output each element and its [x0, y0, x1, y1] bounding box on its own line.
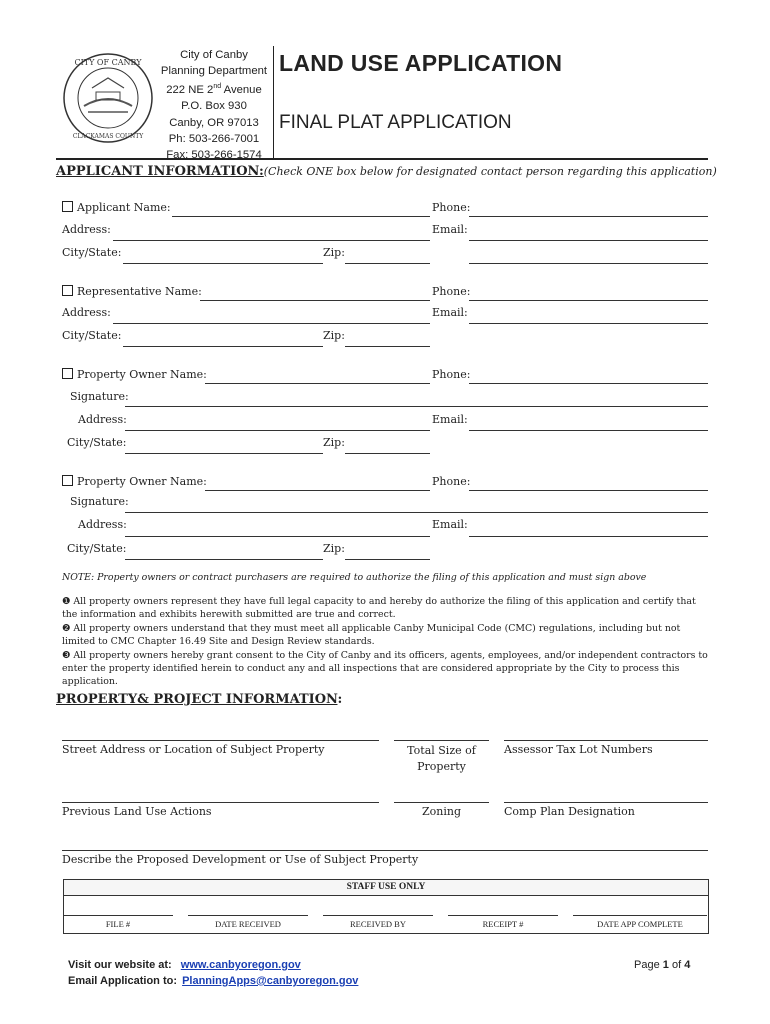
- applicant-citystate-field[interactable]: [123, 263, 323, 264]
- owner2-phone-label: Phone:: [432, 475, 471, 488]
- applicant-name-field[interactable]: [172, 216, 430, 217]
- representative-name-label[interactable]: Representative Name:: [62, 285, 202, 298]
- representative-address-field[interactable]: [113, 323, 430, 324]
- representative-citystate-label: City/State:: [62, 329, 122, 342]
- owner1-phone-label: Phone:: [432, 368, 471, 381]
- svg-text:CLACKAMAS COUNTY: CLACKAMAS COUNTY: [72, 133, 144, 140]
- applicant-address-label: Address:: [62, 223, 111, 236]
- org-phone: Ph: 503-266-7001: [168, 132, 260, 145]
- applicant-address-field[interactable]: [113, 240, 430, 241]
- page-subtitle: FINAL PLAT APPLICATION: [279, 112, 512, 133]
- org-city: City of Canby: [180, 49, 248, 61]
- representative-checkbox[interactable]: [62, 285, 73, 296]
- owner1-zip-label: Zip:: [323, 436, 345, 449]
- header-rule: [56, 158, 708, 160]
- describe-field[interactable]: [62, 850, 708, 851]
- owner1-phone-field[interactable]: [469, 383, 708, 384]
- org-department: Planning Department: [160, 65, 268, 78]
- owner2-email-label: Email:: [432, 518, 468, 531]
- total-size-label: Total Size of Property: [407, 744, 476, 773]
- owner1-signature-field[interactable]: [125, 406, 708, 407]
- zoning-field[interactable]: [394, 802, 489, 803]
- staff-received-by-field[interactable]: [323, 915, 433, 916]
- representative-citystate-field[interactable]: [123, 346, 323, 347]
- representative-address-label: Address:: [62, 306, 111, 319]
- owner2-zip-field[interactable]: [345, 559, 430, 560]
- footer-website-row: [68, 959, 301, 971]
- consent-item-2: ❷ All property owners understand that they must meet all applicable Canby Municipal Code (CMC) regulations, including but not limited to CMC Chapter 16.49 Site and Design Review standards.: [62, 622, 681, 648]
- applicant-citystate-label: City/State:: [62, 246, 122, 259]
- previous-actions-field[interactable]: [62, 802, 379, 803]
- owner2-citystate-label: City/State:: [67, 542, 127, 555]
- footer-email-row: [68, 975, 358, 987]
- zoning-label: Zoning: [422, 805, 461, 818]
- org-pobox: P.O. Box 930: [181, 100, 247, 113]
- email-link[interactable]: PlanningApps@canbyoregon.gov: [182, 975, 359, 987]
- consent-statements: [62, 595, 712, 689]
- owner1-email-field[interactable]: [469, 430, 708, 431]
- applicant-email-label: Email:: [432, 223, 468, 236]
- staff-received-by-label: RECEIVED BY: [350, 919, 406, 929]
- staff-use-header: STAFF USE ONLY: [64, 880, 708, 896]
- applicant-extra-field[interactable]: [469, 263, 708, 264]
- org-fax: Fax: 503-266-1574: [166, 148, 262, 161]
- applicant-heading: APPLICANT INFORMATION:: [56, 164, 264, 179]
- org-address-block: [155, 47, 273, 163]
- owner2-name-field[interactable]: [205, 490, 430, 491]
- comp-plan-label: Comp Plan Designation: [504, 805, 635, 818]
- owner1-email-label: Email:: [432, 413, 468, 426]
- owner2-address-field[interactable]: [125, 536, 430, 537]
- staff-date-received-label: DATE RECEIVED: [215, 919, 281, 929]
- comp-plan-field[interactable]: [504, 802, 708, 803]
- representative-phone-label: Phone:: [432, 285, 471, 298]
- consent-item-3: ❸ All property owners hereby grant consent to the City of Canby and its officers, agents, employees, and/or independent contractors to enter the property identified herein to conduct any and all inspections that are considered appropriate by the City to process this application.: [62, 649, 708, 688]
- staff-receipt-label: RECEIPT #: [482, 919, 524, 929]
- applicant-zip-label: Zip:: [323, 246, 345, 259]
- tax-lot-label: Assessor Tax Lot Numbers: [504, 743, 653, 756]
- property-heading-row: PROPERTY& PROJECT INFORMATION:: [56, 692, 343, 707]
- owner1-zip-field[interactable]: [345, 453, 430, 454]
- owner1-name-field[interactable]: [205, 383, 430, 384]
- applicant-phone-field[interactable]: [469, 216, 708, 217]
- owner2-checkbox[interactable]: [62, 475, 73, 486]
- owner1-citystate-field[interactable]: [125, 453, 323, 454]
- owner2-signature-field[interactable]: [125, 512, 708, 513]
- page-number: Page 1 of 4: [634, 959, 691, 971]
- representative-zip-label: Zip:: [323, 329, 345, 342]
- owner-note: NOTE: Property owners or contract purchasers are required to authorize the filing of this application and must sign above: [62, 572, 647, 583]
- header-divider: [273, 46, 274, 158]
- owner2-address-label: Address:: [78, 518, 127, 531]
- page-title: LAND USE APPLICATION: [279, 50, 563, 76]
- owner1-citystate-label: City/State:: [67, 436, 127, 449]
- owner2-phone-field[interactable]: [469, 490, 708, 491]
- owner1-address-label: Address:: [78, 413, 127, 426]
- property-heading: PROPERTY& PROJECT INFORMATION: [56, 692, 338, 707]
- staff-date-received-field[interactable]: [188, 915, 308, 916]
- applicant-zip-field[interactable]: [345, 263, 430, 264]
- applicant-checkbox[interactable]: [62, 201, 73, 212]
- applicant-email-field[interactable]: [469, 240, 708, 241]
- owner1-checkbox[interactable]: [62, 368, 73, 379]
- staff-date-complete-field[interactable]: [573, 915, 707, 916]
- staff-receipt-field[interactable]: [448, 915, 558, 916]
- owner2-name-label[interactable]: Property Owner Name:: [62, 475, 207, 488]
- applicant-name-label[interactable]: Applicant Name:: [62, 201, 171, 214]
- staff-file-field[interactable]: [63, 915, 173, 916]
- org-citystate: Canby, OR 97013: [169, 116, 259, 129]
- street-address-field[interactable]: [62, 740, 379, 741]
- representative-email-field[interactable]: [469, 323, 708, 324]
- applicant-heading-row: [56, 164, 717, 179]
- owner2-signature-label: Signature:: [70, 495, 129, 508]
- describe-label: Describe the Proposed Development or Use of Subject Property: [62, 853, 419, 866]
- representative-phone-field[interactable]: [469, 300, 708, 301]
- previous-actions-label: Previous Land Use Actions: [62, 805, 212, 818]
- representative-email-label: Email:: [432, 306, 468, 319]
- tax-lot-field[interactable]: [504, 740, 708, 741]
- org-street: 222 NE 2nd Avenue: [166, 83, 262, 97]
- applicant-instruction: (Check ONE box below for designated contact person regarding this application): [263, 165, 717, 178]
- owner2-email-field[interactable]: [469, 536, 708, 537]
- owner2-zip-label: Zip:: [323, 542, 345, 555]
- consent-item-1: ❶ All property owners represent they have full legal capacity to and hereby do authorize the filing of this application and certify that the information and exhibits herewith submitted are true and correct.: [62, 596, 696, 621]
- applicant-phone-label: Phone:: [432, 201, 471, 214]
- footer-website-label: Visit our website at:: [68, 959, 172, 971]
- street-address-label: Street Address or Location of Subject Property: [62, 743, 325, 756]
- owner2-citystate-field[interactable]: [125, 559, 323, 560]
- svg-text:CITY OF CANBY: CITY OF CANBY: [74, 58, 142, 67]
- representative-zip-field[interactable]: [345, 346, 430, 347]
- staff-date-complete-label: DATE APP COMPLETE: [597, 919, 683, 929]
- footer-email-label: Email Application to:: [68, 975, 177, 987]
- owner1-address-field[interactable]: [125, 430, 430, 431]
- owner1-signature-label: Signature:: [70, 390, 129, 403]
- representative-name-field[interactable]: [200, 300, 430, 301]
- owner1-name-label[interactable]: Property Owner Name:: [62, 368, 207, 381]
- city-seal: [62, 52, 154, 144]
- staff-file-label: FILE #: [105, 919, 131, 929]
- website-link[interactable]: www.canbyoregon.gov: [180, 959, 301, 971]
- total-size-field[interactable]: [394, 740, 489, 741]
